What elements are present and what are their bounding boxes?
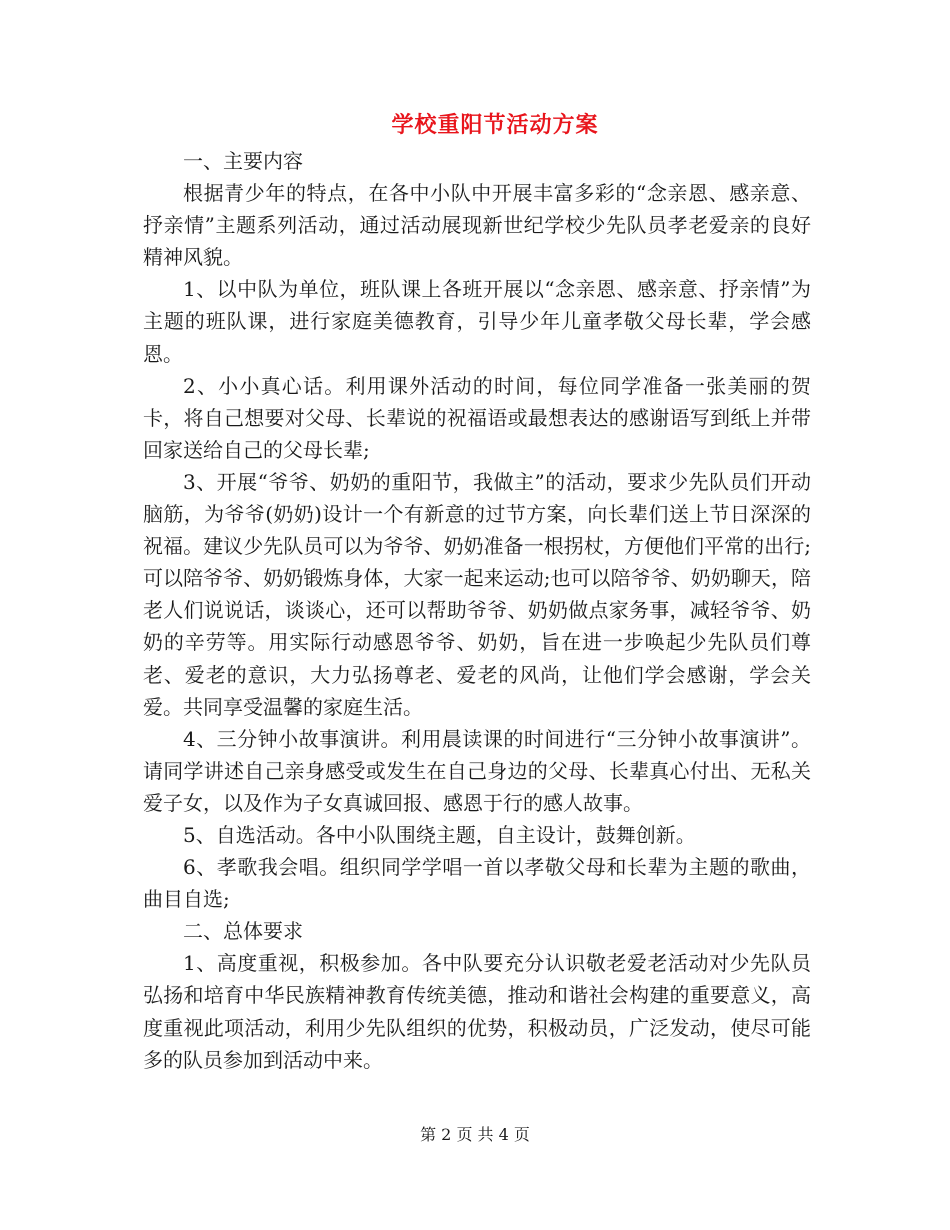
paragraph-item-2: 2、小小真心话。利用课外活动的时间，每位同学准备一张美丽的贺卡，将自己想要对父母、长辈说的祝福语或最想表达的感谢语写到纸上并带回家送给自己的父母长辈;	[143, 373, 811, 462]
paragraph-item-6: 6、孝歌我会唱。组织同学学唱一首以孝敬父母和长辈为主题的歌曲，曲目自选;	[143, 855, 811, 912]
page-number-footer: 第 2 页 共 4 页	[420, 1125, 530, 1144]
paragraph-item-1: 1、以中队为单位，班队课上各班开展以“念亲恩、感亲意、抒亲情”为主题的班队课，进行家庭美德教育，引导少年儿童孝敬父母长辈，学会感恩。	[143, 277, 811, 366]
paragraph-item-5: 5、自选活动。各中小队围绕主题，自主设计，鼓舞创新。	[183, 822, 696, 847]
paragraph-item-3: 3、开展“爷爷、奶奶的重阳节，我做主”的活动，要求少先队员们开动脑筋，为爷爷(奶奶)设计一个有新意的过节方案，向长辈们送上节日深深的祝福。建议少先队员可以为爷爷、奶奶准备一根拐杖，方便他们平常的出行;可以陪爷爷、奶奶锻炼身体，大家一起来运动;也可以陪爷爷、奶奶聊天，陪老人们说说话，谈谈心，还可以帮助爷爷、奶奶做点家务事，减轻爷爷、奶奶的辛劳等。用实际行动感恩爷爷、奶奶，旨在进一步唤起少先队员们尊老、爱老的意识，大力弘扬尊老、爱老的风尚，让他们学会感谢，学会关爱。共同享受温馨的家庭生活。	[143, 469, 811, 719]
section-heading-main-content: 一、主要内容	[183, 149, 303, 173]
paragraph-item-4: 4、三分钟小故事演讲。利用晨读课的时间进行“三分钟小故事演讲”。请同学讲述自己亲身感受或发生在自己身边的父母、长辈真心付出、无私关爱子女，以及作为子女真诚回报、感恩于行的感人故事。	[143, 726, 811, 815]
document-title: 学校重阳节活动方案	[391, 113, 599, 138]
section-heading-requirements: 二、总体要求	[183, 919, 303, 944]
paragraph-intro: 根据青少年的特点，在各中小队中开展丰富多彩的“念亲恩、感亲意、抒亲情”主题系列活动，通过活动展现新世纪学校少先队员孝老爱亲的良好精神风貌。	[143, 181, 811, 270]
document-body	[143, 145, 811, 1076]
paragraph-requirement-1: 1、高度重视，积极参加。各中队要充分认识敬老爱老活动对少先队员弘扬和培育中华民族精神教育传统美德，推动和谐社会构建的重要意义，高度重视此项活动，利用少先队组织的优势，积极动员，广泛发动，使尽可能多的队员参加到活动中来。	[143, 951, 811, 1072]
